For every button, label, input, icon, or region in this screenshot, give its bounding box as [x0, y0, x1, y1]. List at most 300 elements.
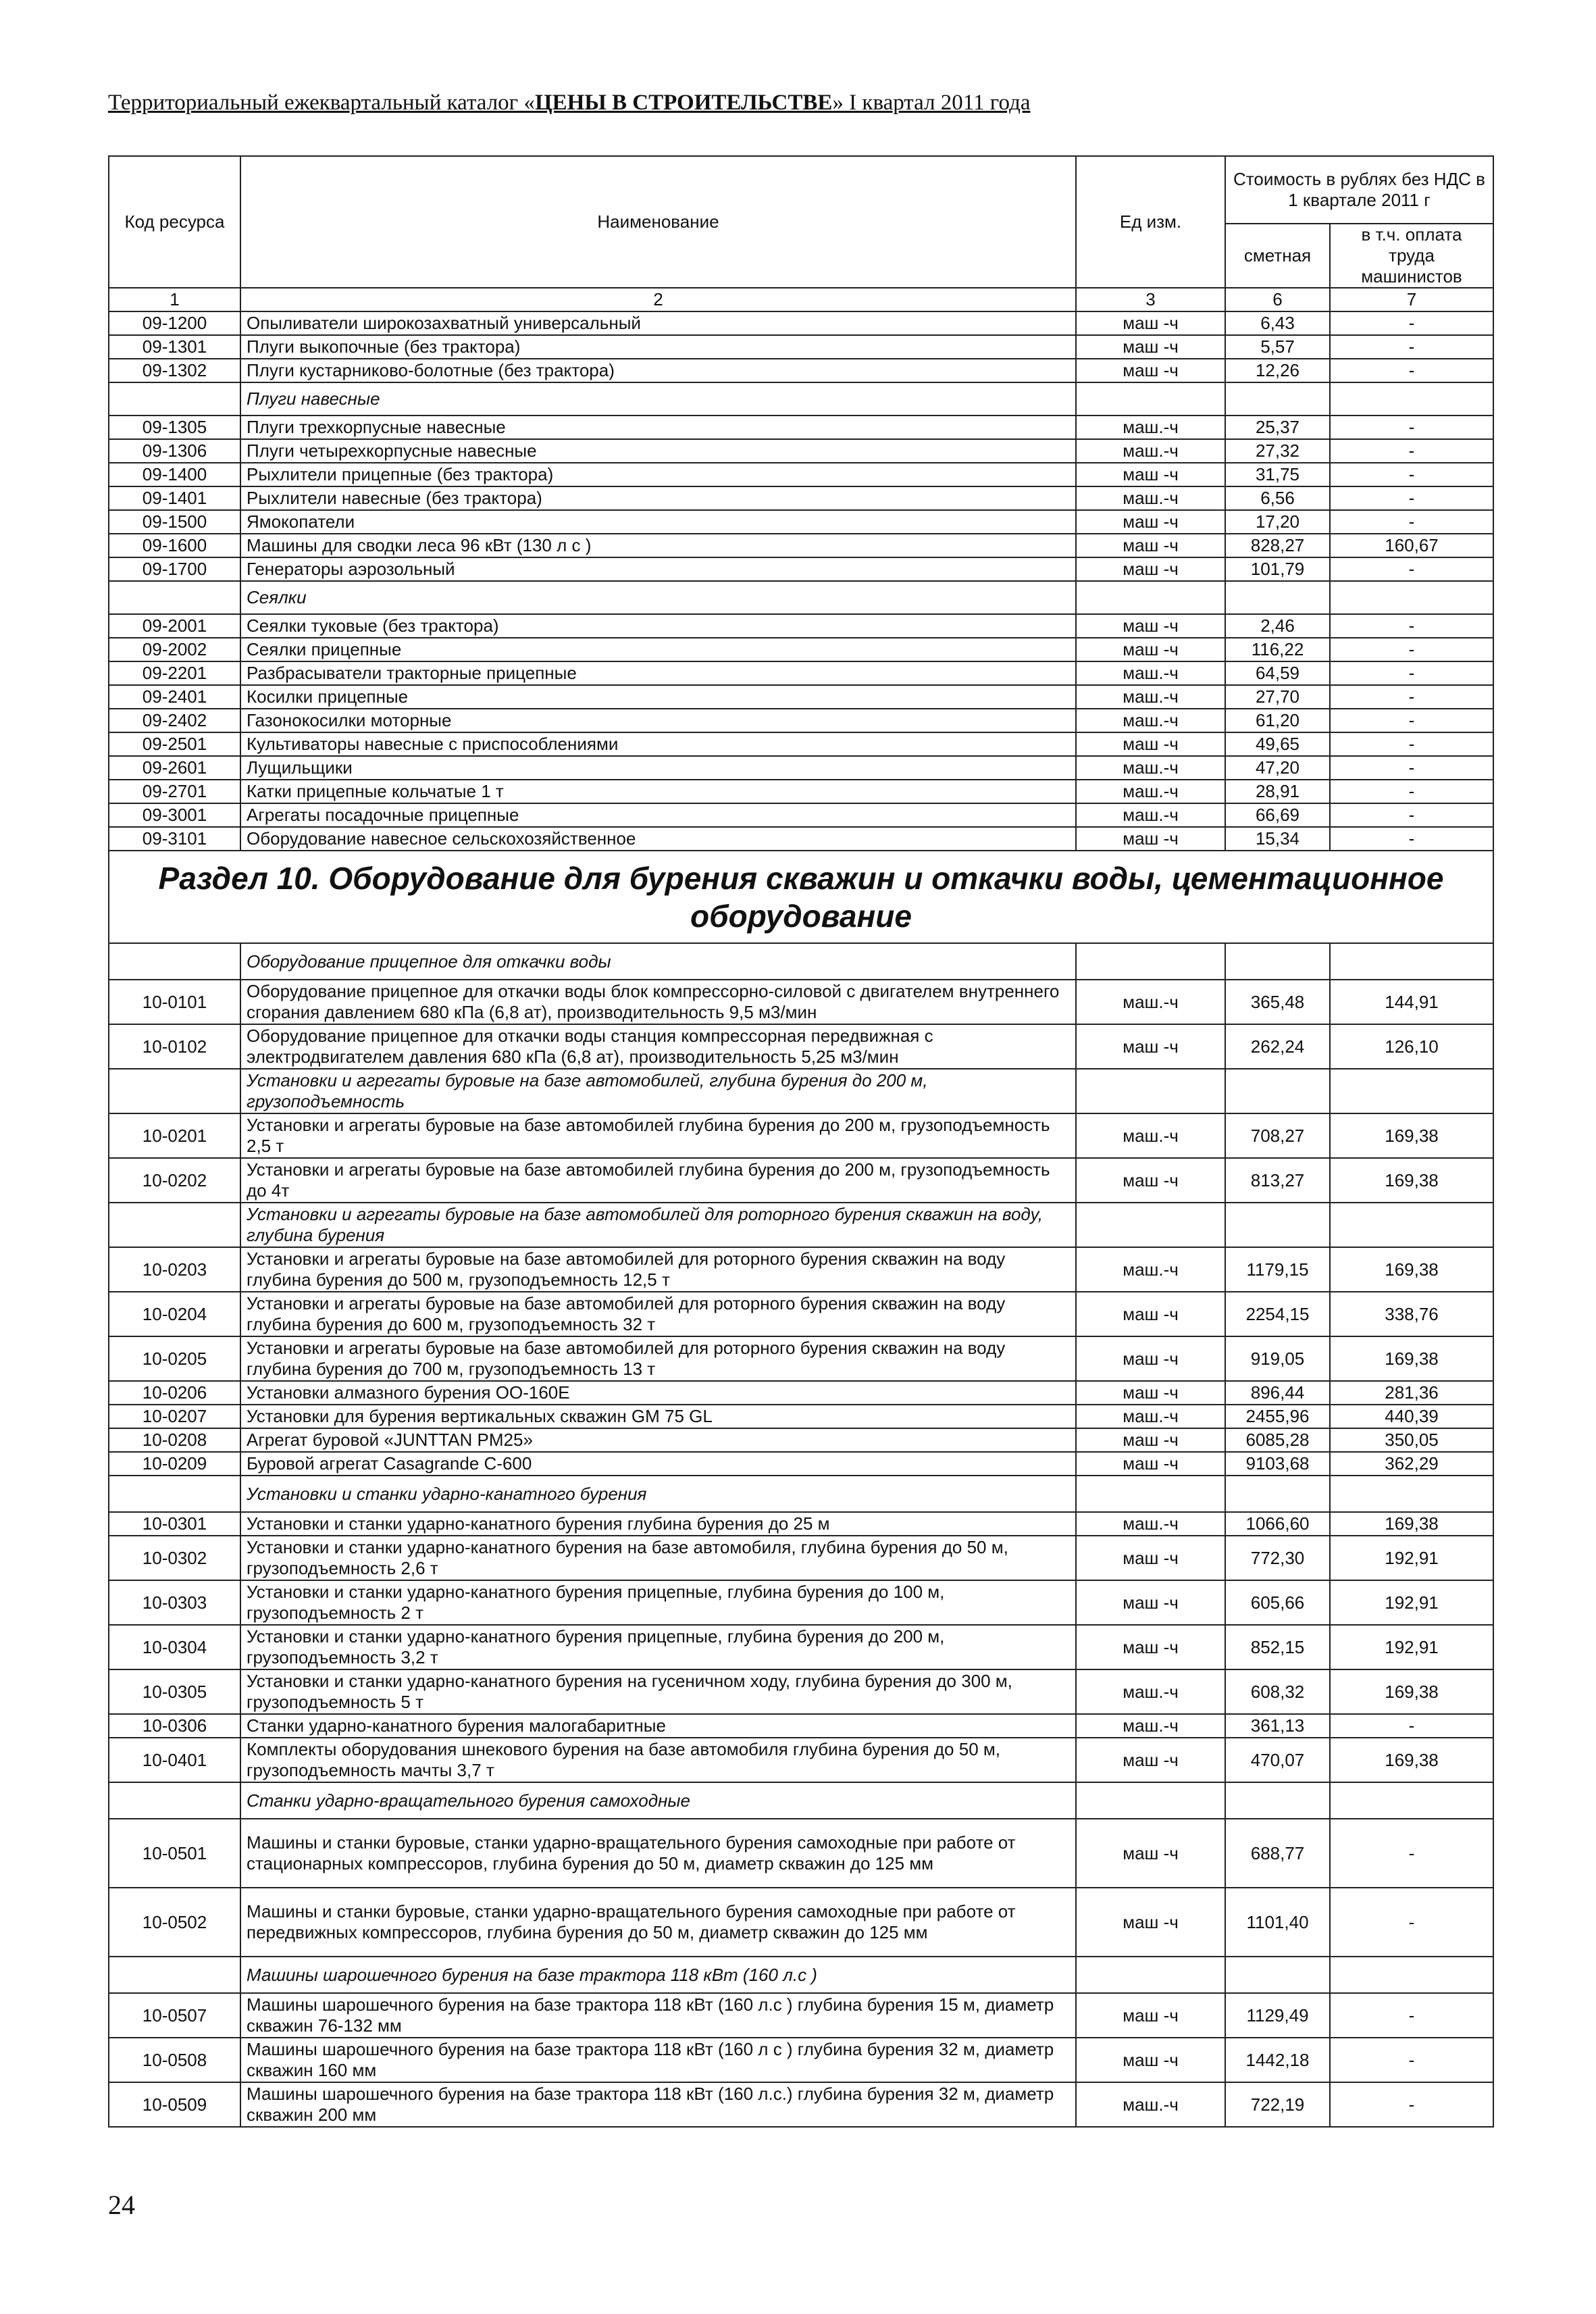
estimate-cost: 605,66 [1225, 1580, 1330, 1625]
estimate-cost: 1129,49 [1225, 1993, 1330, 2038]
unit-cell: маш -ч [1076, 557, 1225, 581]
col-labor-header: в т.ч. оплата труда машинистов [1330, 224, 1493, 288]
unit-cell: маш.-ч [1076, 780, 1225, 803]
estimate-cost: 772,30 [1225, 1536, 1330, 1580]
table-row [109, 980, 1493, 1024]
unit-cell: маш.-ч [1076, 685, 1225, 709]
labor-cost: - [1330, 827, 1493, 851]
resource-name: Опыливатели широкозахватный универсальный [240, 311, 1076, 335]
estimate-cost: 101,79 [1225, 557, 1330, 581]
labor-cost: 169,38 [1330, 1512, 1493, 1536]
table-row [109, 1819, 1493, 1888]
resource-code: 09-2601 [109, 756, 240, 780]
estimate-cost: 2455,96 [1225, 1405, 1330, 1428]
unit-cell: маш.-ч [1076, 1113, 1225, 1158]
table-row [109, 1452, 1493, 1476]
estimate-cost: 361,13 [1225, 1714, 1330, 1738]
labor-cost: 350,05 [1330, 1428, 1493, 1452]
empty-cell [1225, 1203, 1330, 1247]
resource-code: 09-1306 [109, 439, 240, 463]
estimate-cost: 1442,18 [1225, 2038, 1330, 2082]
labor-cost: - [1330, 1819, 1493, 1888]
table-row [109, 534, 1493, 557]
col-estimate-header: сметная [1225, 224, 1330, 288]
unit-cell: маш.-ч [1076, 661, 1225, 685]
unit-cell: маш -ч [1076, 1625, 1225, 1669]
empty-cell [1225, 1957, 1330, 1993]
resource-code: 10-0209 [109, 1452, 240, 1476]
labor-cost: - [1330, 439, 1493, 463]
resource-name: Установки и агрегаты буровые на базе автомобилей глубина бурения до 200 м, грузоподъемность до 4т [240, 1158, 1076, 1203]
empty-cell [1076, 382, 1225, 416]
resource-code: 10-0101 [109, 980, 240, 1024]
resource-name: Установки для бурения вертикальных скважин GM 75 GL [240, 1405, 1076, 1428]
empty-cell [109, 1069, 240, 1113]
resource-name: Установки и станки ударно-канатного бурения прицепные, глубина бурения до 200 м, грузоподъемность 3,2 т [240, 1625, 1076, 1669]
unit-cell: маш -ч [1076, 359, 1225, 382]
resource-code: 10-0205 [109, 1336, 240, 1381]
table-row [109, 1158, 1493, 1203]
labor-cost: - [1330, 661, 1493, 685]
labor-cost: - [1330, 463, 1493, 486]
labor-cost: - [1330, 780, 1493, 803]
resource-code: 10-0102 [109, 1024, 240, 1069]
empty-cell [1330, 1069, 1493, 1113]
resource-name: Разбрасыватели тракторные прицепные [240, 661, 1076, 685]
subgroup-row [109, 382, 1493, 416]
resource-name: Установки и станки ударно-канатного бурения на базе автомобиля, глубина бурения до 50 м, грузоподъемность 2,6 т [240, 1536, 1076, 1580]
labor-cost: - [1330, 1993, 1493, 2038]
estimate-cost: 66,69 [1225, 803, 1330, 827]
table-row [109, 685, 1493, 709]
estimate-cost: 31,75 [1225, 463, 1330, 486]
resource-code: 09-1600 [109, 534, 240, 557]
estimate-cost: 64,59 [1225, 661, 1330, 685]
empty-cell [109, 382, 240, 416]
subgroup-title: Оборудование прицепное для откачки воды [240, 943, 1076, 980]
labor-cost: - [1330, 1714, 1493, 1738]
header-title: ЦЕНЫ В СТРОИТЕЛЬСТВЕ [534, 91, 833, 115]
unit-cell: маш.-ч [1076, 803, 1225, 827]
resource-name: Плуги четырехкорпусные навесные [240, 439, 1076, 463]
unit-cell: маш -ч [1076, 732, 1225, 756]
unit-cell: маш -ч [1076, 827, 1225, 851]
col-number: 6 [1225, 288, 1330, 311]
table-row [109, 709, 1493, 732]
subgroup-row [109, 1782, 1493, 1819]
resource-name: Плуги кустарниково-болотные (без трактора) [240, 359, 1076, 382]
resource-code: 09-1401 [109, 486, 240, 510]
col-unit-header: Ед изм. [1076, 156, 1225, 288]
unit-cell: маш.-ч [1076, 439, 1225, 463]
estimate-cost: 828,27 [1225, 534, 1330, 557]
empty-cell [1225, 1476, 1330, 1512]
col-number: 7 [1330, 288, 1493, 311]
resource-name: Ямокопатели [240, 510, 1076, 534]
table-row [109, 1714, 1493, 1738]
resource-code: 09-2701 [109, 780, 240, 803]
estimate-cost: 6,56 [1225, 486, 1330, 510]
resource-code: 09-1301 [109, 335, 240, 359]
resource-code: 10-0508 [109, 2038, 240, 2082]
resource-code: 10-0306 [109, 1714, 240, 1738]
resource-name: Культиваторы навесные с приспособлениями [240, 732, 1076, 756]
subgroup-title: Установки и агрегаты буровые на базе автомобилей для роторного бурения скважин на воду, глубина бурения [240, 1203, 1076, 1247]
unit-cell: маш -ч [1076, 1452, 1225, 1476]
empty-cell [109, 1957, 240, 1993]
resource-name: Установки и станки ударно-канатного бурения на гусеничном ходу, глубина бурения до 300 м, грузоподъемность 5 т [240, 1669, 1076, 1714]
table-row [109, 335, 1493, 359]
estimate-cost: 49,65 [1225, 732, 1330, 756]
table-row [109, 1580, 1493, 1625]
labor-cost: - [1330, 756, 1493, 780]
resource-code: 09-1302 [109, 359, 240, 382]
table-row [109, 486, 1493, 510]
labor-cost: - [1330, 638, 1493, 661]
resource-code: 09-1305 [109, 416, 240, 439]
unit-cell: маш -ч [1076, 1428, 1225, 1452]
estimate-cost: 17,20 [1225, 510, 1330, 534]
estimate-cost: 27,70 [1225, 685, 1330, 709]
labor-cost: - [1330, 709, 1493, 732]
unit-cell: маш -ч [1076, 463, 1225, 486]
resource-name: Плуги трехкорпусные навесные [240, 416, 1076, 439]
estimate-cost: 852,15 [1225, 1625, 1330, 1669]
table-row [109, 1428, 1493, 1452]
resource-name: Установки и станки ударно-канатного бурения прицепные, глубина бурения до 100 м, грузоподъемность 2 т [240, 1580, 1076, 1625]
resource-code: 10-0304 [109, 1625, 240, 1669]
subgroup-row [109, 1203, 1493, 1247]
labor-cost: - [1330, 2038, 1493, 2082]
table-row [109, 1536, 1493, 1580]
column-number-row [109, 288, 1493, 311]
col-number: 1 [109, 288, 240, 311]
empty-cell [1076, 1203, 1225, 1247]
empty-cell [1225, 1069, 1330, 1113]
labor-cost: - [1330, 486, 1493, 510]
resource-code: 09-1200 [109, 311, 240, 335]
resource-code: 09-2401 [109, 685, 240, 709]
subgroup-title: Установки и станки ударно-канатного бурения [240, 1476, 1076, 1512]
resource-name: Генераторы аэрозольный [240, 557, 1076, 581]
table-row [109, 638, 1493, 661]
estimate-cost: 2,46 [1225, 614, 1330, 638]
unit-cell: маш.-ч [1076, 1714, 1225, 1738]
resource-code: 09-3001 [109, 803, 240, 827]
empty-cell [1330, 1782, 1493, 1819]
subgroup-row [109, 1476, 1493, 1512]
resource-name: Агрегаты посадочные прицепные [240, 803, 1076, 827]
resource-name: Машины шарошечного бурения на базе трактора 118 кВт (160 л с ) глубина бурения 32 м, диаметр скважин 160 мм [240, 2038, 1076, 2082]
unit-cell: маш -ч [1076, 1819, 1225, 1888]
section-title: Раздел 10. Оборудование для бурения скважин и откачки воды, цементационное оборудование [109, 851, 1493, 943]
subgroup-row [109, 943, 1493, 980]
labor-cost: 169,38 [1330, 1247, 1493, 1292]
empty-cell [1076, 1476, 1225, 1512]
empty-cell [1330, 581, 1493, 614]
labor-cost: - [1330, 803, 1493, 827]
subgroup-title: Машины шарошечного бурения на базе трактора 118 кВт (160 л.с ) [240, 1957, 1076, 1993]
labor-cost: 126,10 [1330, 1024, 1493, 1069]
table-row [109, 557, 1493, 581]
labor-cost: - [1330, 311, 1493, 335]
resource-name: Лущильщики [240, 756, 1076, 780]
table-row [109, 803, 1493, 827]
resource-name: Сеялки прицепные [240, 638, 1076, 661]
resource-code: 10-0302 [109, 1536, 240, 1580]
resource-name: Машины шарошечного бурения на базе трактора 118 кВт (160 л.с ) глубина бурения 15 м, диаметр скважин 76-132 мм [240, 1993, 1076, 2038]
estimate-cost: 2254,15 [1225, 1292, 1330, 1336]
resource-code: 10-0502 [109, 1888, 240, 1957]
page-number: 24 [108, 2190, 135, 2220]
estimate-cost: 919,05 [1225, 1336, 1330, 1381]
estimate-cost: 9103,68 [1225, 1452, 1330, 1476]
labor-cost: 281,36 [1330, 1381, 1493, 1405]
section-title-row [109, 851, 1493, 943]
table-row [109, 1292, 1493, 1336]
empty-cell [1076, 1957, 1225, 1993]
empty-cell [1225, 382, 1330, 416]
resource-name: Рыхлители прицепные (без трактора) [240, 463, 1076, 486]
table-row [109, 1024, 1493, 1069]
labor-cost: 169,38 [1330, 1669, 1493, 1714]
table-row [109, 463, 1493, 486]
empty-cell [1076, 1782, 1225, 1819]
resource-name: Оборудование прицепное для откачки воды станция компрессорная передвижная с электродвигателем давления 680 кПа (6,8 ат), производительность 5,25 м3/мин [240, 1024, 1076, 1069]
col-number: 3 [1076, 288, 1225, 311]
resource-code: 10-0207 [109, 1405, 240, 1428]
empty-cell [1330, 1476, 1493, 1512]
empty-cell [1330, 1957, 1493, 1993]
unit-cell: маш.-ч [1076, 416, 1225, 439]
estimate-cost: 61,20 [1225, 709, 1330, 732]
table-row [109, 2038, 1493, 2082]
labor-cost: 440,39 [1330, 1405, 1493, 1428]
table-row [109, 1993, 1493, 2038]
estimate-cost: 1101,40 [1225, 1888, 1330, 1957]
empty-cell [1225, 1782, 1330, 1819]
resource-name: Оборудование навесное сельскохозяйственное [240, 827, 1076, 851]
table-row [109, 1625, 1493, 1669]
labor-cost: - [1330, 732, 1493, 756]
estimate-cost: 27,32 [1225, 439, 1330, 463]
estimate-cost: 470,07 [1225, 1738, 1330, 1782]
resource-name: Машины для сводки леса 96 кВт (130 л с ) [240, 534, 1076, 557]
estimate-cost: 12,26 [1225, 359, 1330, 382]
empty-cell [1330, 1203, 1493, 1247]
empty-cell [1330, 382, 1493, 416]
unit-cell: маш -ч [1076, 510, 1225, 534]
resource-code: 09-2201 [109, 661, 240, 685]
table-row [109, 439, 1493, 463]
resource-code: 10-0401 [109, 1738, 240, 1782]
estimate-cost: 1066,60 [1225, 1512, 1330, 1536]
subgroup-title: Установки и агрегаты буровые на базе автомобилей, глубина бурения до 200 м, грузоподъемность [240, 1069, 1076, 1113]
estimate-cost: 25,37 [1225, 416, 1330, 439]
resource-name: Станки ударно-канатного бурения малогабаритные [240, 1714, 1076, 1738]
unit-cell: маш.-ч [1076, 1669, 1225, 1714]
unit-cell: маш -ч [1076, 1580, 1225, 1625]
estimate-cost: 5,57 [1225, 335, 1330, 359]
subgroup-row [109, 1957, 1493, 1993]
table-row [109, 2082, 1493, 2127]
catalog-table [108, 155, 1494, 2128]
resource-name: Буровой агрегат Casagrande C-600 [240, 1452, 1076, 1476]
header-prefix: Территориальный ежеквартальный каталог « [108, 91, 535, 115]
col-name-header: Наименование [240, 156, 1076, 288]
unit-cell: маш.-ч [1076, 709, 1225, 732]
unit-cell: маш.-ч [1076, 2082, 1225, 2127]
unit-cell: маш -ч [1076, 311, 1225, 335]
estimate-cost: 6085,28 [1225, 1428, 1330, 1452]
estimate-cost: 608,32 [1225, 1669, 1330, 1714]
labor-cost: 169,38 [1330, 1158, 1493, 1203]
table-row [109, 311, 1493, 335]
estimate-cost: 28,91 [1225, 780, 1330, 803]
empty-cell [109, 581, 240, 614]
resource-code: 09-1700 [109, 557, 240, 581]
resource-code: 10-0305 [109, 1669, 240, 1714]
labor-cost: - [1330, 685, 1493, 709]
empty-cell [109, 1203, 240, 1247]
labor-cost: 338,76 [1330, 1292, 1493, 1336]
labor-cost: 362,29 [1330, 1452, 1493, 1476]
labor-cost: 160,67 [1330, 534, 1493, 557]
subgroup-row [109, 581, 1493, 614]
resource-name: Установки и агрегаты буровые на базе автомобилей для роторного бурения скважин на воду глубина бурения до 600 м, грузоподъемность 32 т [240, 1292, 1076, 1336]
resource-name: Газонокосилки моторные [240, 709, 1076, 732]
estimate-cost: 6,43 [1225, 311, 1330, 335]
labor-cost: - [1330, 335, 1493, 359]
resource-code: 10-0202 [109, 1158, 240, 1203]
resource-name: Катки прицепные кольчатые 1 т [240, 780, 1076, 803]
labor-cost: 144,91 [1330, 980, 1493, 1024]
table-row [109, 732, 1493, 756]
resource-name: Сеялки туковые (без трактора) [240, 614, 1076, 638]
resource-name: Установки и станки ударно-канатного бурения глубина бурения до 25 м [240, 1512, 1076, 1536]
estimate-cost: 15,34 [1225, 827, 1330, 851]
estimate-cost: 896,44 [1225, 1381, 1330, 1405]
estimate-cost: 722,19 [1225, 2082, 1330, 2127]
empty-cell [1076, 943, 1225, 980]
unit-cell: маш -ч [1076, 534, 1225, 557]
subgroup-title: Плуги навесные [240, 382, 1076, 416]
table-row [109, 1113, 1493, 1158]
resource-name: Установки и агрегаты буровые на базе автомобилей для роторного бурения скважин на воду глубина бурения до 700 м, грузоподъемность 13 т [240, 1336, 1076, 1381]
resource-code: 10-0501 [109, 1819, 240, 1888]
table-row [109, 1512, 1493, 1536]
resource-code: 10-0301 [109, 1512, 240, 1536]
table-row [109, 614, 1493, 638]
resource-code: 10-0507 [109, 1993, 240, 2038]
labor-cost: - [1330, 557, 1493, 581]
resource-name: Установки алмазного бурения ОО-160Е [240, 1381, 1076, 1405]
table-row [109, 1669, 1493, 1714]
col-cost-group-header: Стоимость в рублях без НДС в 1 квартале 2011 г [1225, 156, 1493, 224]
estimate-cost: 116,22 [1225, 638, 1330, 661]
unit-cell: маш.-ч [1076, 756, 1225, 780]
table-row [109, 661, 1493, 685]
labor-cost: - [1330, 2082, 1493, 2127]
resource-code: 09-2402 [109, 709, 240, 732]
resource-code: 10-0204 [109, 1292, 240, 1336]
resource-code: 09-3101 [109, 827, 240, 851]
header-row [109, 156, 1493, 224]
resource-code: 10-0303 [109, 1580, 240, 1625]
unit-cell: маш.-ч [1076, 486, 1225, 510]
unit-cell: маш -ч [1076, 1993, 1225, 2038]
resource-code: 09-1400 [109, 463, 240, 486]
resource-code: 10-0208 [109, 1428, 240, 1452]
resource-code: 10-0206 [109, 1381, 240, 1405]
unit-cell: маш -ч [1076, 335, 1225, 359]
resource-code: 10-0203 [109, 1247, 240, 1292]
unit-cell: маш.-ч [1076, 1405, 1225, 1428]
subgroup-row [109, 1069, 1493, 1113]
resource-name: Плуги выкопочные (без трактора) [240, 335, 1076, 359]
resource-name: Рыхлители навесные (без трактора) [240, 486, 1076, 510]
labor-cost: 192,91 [1330, 1536, 1493, 1580]
page-header [108, 91, 1031, 116]
unit-cell: маш -ч [1076, 1888, 1225, 1957]
labor-cost: - [1330, 510, 1493, 534]
empty-cell [1330, 943, 1493, 980]
labor-cost: 192,91 [1330, 1625, 1493, 1669]
labor-cost: 192,91 [1330, 1580, 1493, 1625]
table-row [109, 416, 1493, 439]
subgroup-title: Станки ударно-вращательного бурения самоходные [240, 1782, 1076, 1819]
empty-cell [109, 943, 240, 980]
resource-code: 10-0509 [109, 2082, 240, 2127]
resource-name: Косилки прицепные [240, 685, 1076, 709]
table-row [109, 780, 1493, 803]
subgroup-title: Сеялки [240, 581, 1076, 614]
labor-cost: 169,38 [1330, 1738, 1493, 1782]
empty-cell [1076, 581, 1225, 614]
table-row [109, 1405, 1493, 1428]
labor-cost: - [1330, 359, 1493, 382]
resource-name: Машины шарошечного бурения на базе трактора 118 кВт (160 л.с.) глубина бурения 32 м, диаметр скважин 200 мм [240, 2082, 1076, 2127]
empty-cell [109, 1782, 240, 1819]
table-row [109, 1336, 1493, 1381]
header-suffix: » I квартал 2011 года [832, 91, 1031, 115]
unit-cell: маш -ч [1076, 1536, 1225, 1580]
resource-name: Агрегат буровой «JUNTTAN PM25» [240, 1428, 1076, 1452]
resource-name: Установки и агрегаты буровые на базе автомобилей для роторного бурения скважин на воду глубина бурения до 500 м, грузоподъемность 12,5 т [240, 1247, 1076, 1292]
resource-code: 09-1500 [109, 510, 240, 534]
empty-cell [1225, 581, 1330, 614]
empty-cell [1076, 1069, 1225, 1113]
estimate-cost: 688,77 [1225, 1819, 1330, 1888]
col-number: 2 [240, 288, 1076, 311]
resource-name: Машины и станки буровые, станки ударно-вращательного бурения самоходные при работе от стационарных компрессоров, глубина бурения до 50 м, диаметр скважин до 125 мм [240, 1819, 1076, 1888]
table-row [109, 827, 1493, 851]
table-row [109, 1738, 1493, 1782]
labor-cost: 169,38 [1330, 1113, 1493, 1158]
unit-cell: маш -ч [1076, 1024, 1225, 1069]
unit-cell: маш -ч [1076, 638, 1225, 661]
col-code-header: Код ресурса [109, 156, 240, 288]
table-row [109, 1381, 1493, 1405]
estimate-cost: 365,48 [1225, 980, 1330, 1024]
unit-cell: маш -ч [1076, 2038, 1225, 2082]
empty-cell [109, 1476, 240, 1512]
table-row [109, 756, 1493, 780]
unit-cell: маш -ч [1076, 1292, 1225, 1336]
estimate-cost: 708,27 [1225, 1113, 1330, 1158]
unit-cell: маш.-ч [1076, 1512, 1225, 1536]
estimate-cost: 813,27 [1225, 1158, 1330, 1203]
